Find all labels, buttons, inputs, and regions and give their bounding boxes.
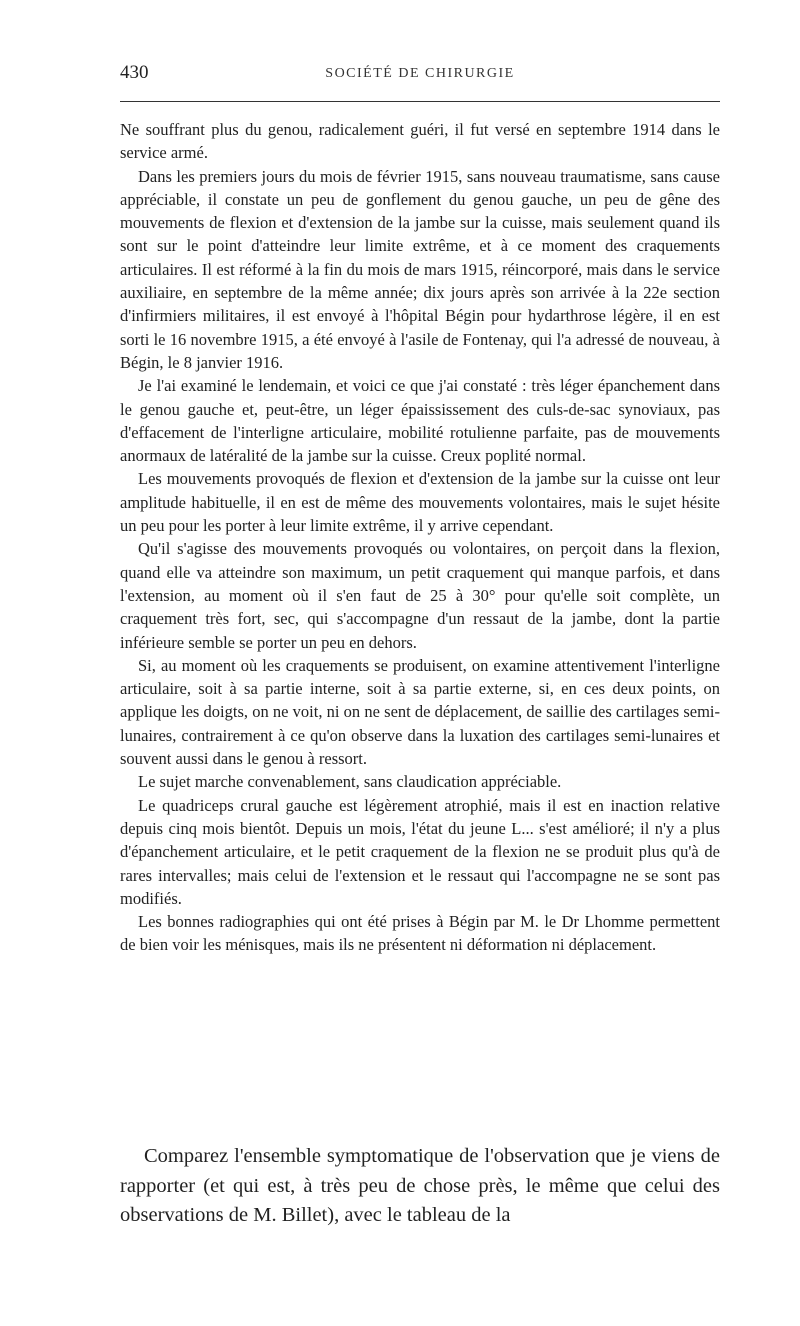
paragraph: Les bonnes radiographies qui ont été prises à Bégin par M. le Dr Lhomme permettent de bien voir les ménisques, mais ils ne présentent ni déformation ni déplacement. xyxy=(120,912,720,955)
paragraph: Les mouvements provoqués de flexion et d'extension de la jambe sur la cuisse ont leur amplitude habituelle, il en est de même des mouvements volontaires, mais le sujet hésite un peu pour les porter à leur limite extrême, il y arrive cependant. xyxy=(120,469,720,536)
observation-text xyxy=(120,118,720,957)
paragraph-continuation: Ne souffrant plus du genou, radicalement guéri, il fut versé en septembre 1914 dans le service armé. xyxy=(120,120,720,163)
paragraph: Dans les premiers jours du mois de février 1915, sans nouveau traumatisme, sans cause appréciable, il constate un peu de gonflement du genou gauche, un peu de gêne des mouvements de flexion et d'extension de la jambe sur la cuisse, mais seulement quand ils sont sur le point d'atteindre leur limite extrême, et à ce moment des craquements articulaires. Il est réformé à la fin du mois de mars 1915, réincorporé, mais dans le service auxiliaire, en septembre de la même année; dix jours après son arrivée à la 22e section d'infirmiers militaires, il est envoyé à l'hôpital Bégin pour hydarthrose légère, il en est sorti le 16 novembre 1915, a été envoyé à l'asile de Fontenay, qui l'a adressé de nouveau, à Bégin, le 8 janvier 1916. xyxy=(120,166,720,372)
closing-paragraph: Comparez l'ensemble symptomatique de l'observation que je viens de rapporter (et qui est, à très peu de chose près, le même que celui des observations de M. Billet), avec le tableau de la xyxy=(120,1145,720,1226)
paragraph: Qu'il s'agisse des mouvements provoqués ou volontaires, on perçoit dans la flexion, quand elle va atteindre son maximum, un petit craquement qui manque parfois, et dans l'extension, au moment où il s'en faut de 25 à 30° pour qu'elle soit complète, un craquement très fort, sec, qui s'accompagne d'un ressaut de la jambe, dont la partie inférieure semble se porter un peu en dehors. xyxy=(120,539,720,652)
paragraph: Le sujet marche convenablement, sans claudication appréciable. xyxy=(138,772,562,792)
closing-text xyxy=(120,1142,720,1231)
paragraph: Si, au moment où les craquements se produisent, on examine attentivement l'interligne articulaire, soit à sa partie interne, soit à sa partie externe, si, en ces deux points, on applique les doigts, on ne voit, ni on ne sent de déplacement, de saillie des cartilages semi-lunaires, contrairement à ce qu'on observe dans la luxation des cartilages semi-lunaires et souvent aussi dans le genou à ressort. xyxy=(120,655,720,769)
running-title: SOCIÉTÉ DE CHIRURGIE xyxy=(325,66,515,81)
paragraph: Je l'ai examiné le lendemain, et voici ce que j'ai constaté : très léger épanchement dans le genou gauche et, peut-être, un léger épaississement des culs-de-sac synoviaux, pas d'effacement de l'interligne articulaire, mobilité rotulienne parfaite, pas de mouvements anormaux de latéralité de la jambe sur la cuisse. Creux poplité normal. xyxy=(120,376,720,466)
page-number: 430 xyxy=(120,62,149,83)
page-header xyxy=(120,62,720,92)
header-rule xyxy=(120,101,720,102)
paragraph: Le quadriceps crural gauche est légèrement atrophié, mais il est en inaction relative depuis cinq mois bientôt. Depuis un mois, l'état du jeune L... s'est amélioré; il n'y a plus d'épanchement articulaire, et le petit craquement de la flexion ne se produit plus qu'à de rares intervalles; mais celui de l'extension et le ressaut qui l'accompagne ne se sont pas modifiés. xyxy=(120,795,720,908)
